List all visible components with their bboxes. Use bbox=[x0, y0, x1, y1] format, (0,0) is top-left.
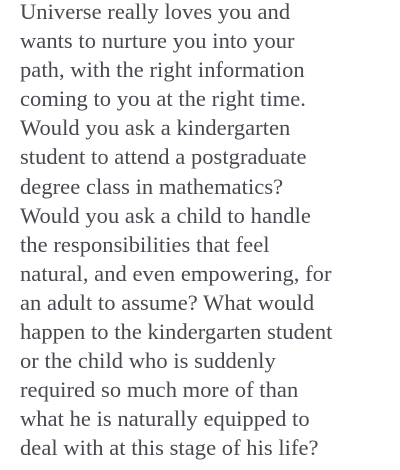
text-passage bbox=[20, 0, 396, 463]
passage-line: student to attend a postgraduate bbox=[20, 144, 307, 170]
passage-line: required so much more of than bbox=[20, 377, 299, 403]
passage-line: what he is naturally equipped to bbox=[20, 406, 310, 432]
passage-line: the responsibilities that feel bbox=[20, 231, 270, 257]
passage-line: wants to nurture you into your bbox=[20, 28, 295, 54]
passage-line: or the child who is suddenly bbox=[20, 348, 276, 374]
passage-line: Universe really loves you and bbox=[20, 0, 291, 24]
passage-line: natural, and even empowering, for bbox=[20, 260, 332, 286]
passage-line: happen to the kindergarten student bbox=[20, 319, 333, 345]
passage-line: coming to you at the right time. bbox=[20, 86, 306, 112]
passage-line: Would you ask a child to handle bbox=[20, 202, 311, 228]
passage-line: deal with at this stage of his life? bbox=[20, 435, 319, 461]
passage-line: Would you ask a kindergarten bbox=[20, 115, 291, 141]
passage-line: path, with the right information bbox=[20, 57, 305, 83]
passage-line: degree class in mathematics? bbox=[20, 173, 284, 199]
passage-line: an adult to assume? What would bbox=[20, 289, 315, 315]
